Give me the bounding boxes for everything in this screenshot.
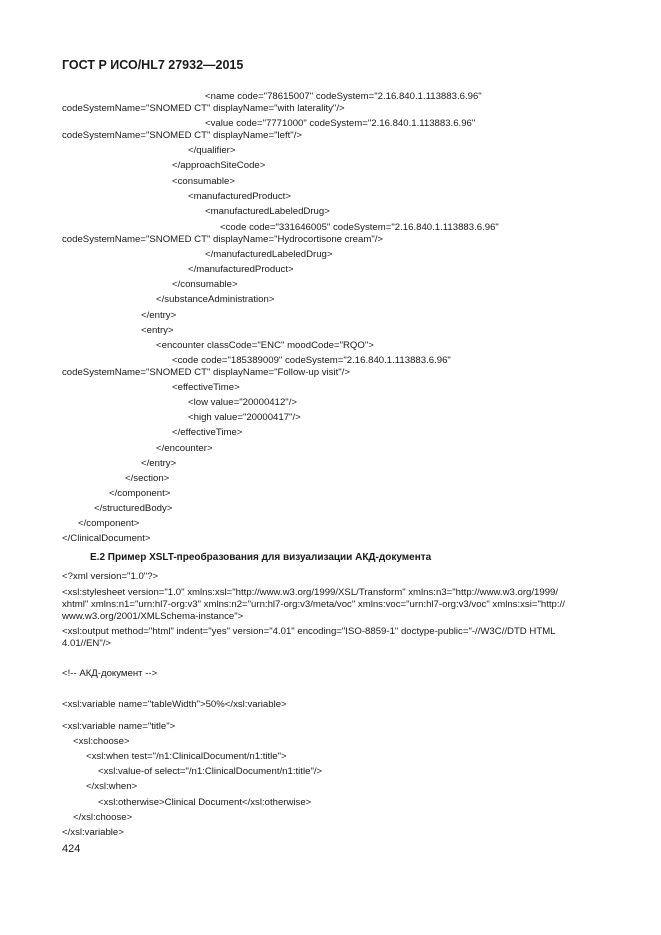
code-line: </effectiveTime>	[172, 427, 243, 438]
code-line: <name code="78615007" codeSystem="2.16.840.1.113883.6.96"	[205, 91, 482, 102]
code-line: codeSystemName="SNOMED CT" displayName="Follow-up visit"/>	[62, 367, 350, 378]
code-line: codeSystemName="SNOMED CT" displayName="with laterality"/>	[62, 103, 345, 114]
code-line: <!-- АКД-документ -->	[62, 668, 158, 679]
code-line: <xsl:when test="/n1:ClinicalDocument/n1:title">	[86, 751, 287, 762]
code-line: </qualifier>	[188, 145, 236, 156]
code-line: <?xml version="1.0"?>	[62, 571, 159, 582]
code-line: <encounter classCode="ENC" moodCode="RQO">	[156, 340, 374, 351]
code-line: codeSystemName="SNOMED CT" displayName="Hydrocortisone cream"/>	[62, 234, 383, 245]
code-line: <xsl:variable name="title">	[62, 721, 176, 732]
code-line: <manufacturedLabeledDrug>	[205, 206, 330, 217]
code-line: <value code="7771000" codeSystem="2.16.840.1.113883.6.96"	[205, 118, 476, 129]
page-number: 424	[62, 843, 81, 855]
code-line: <xsl:stylesheet version="1.0" xmlns:xsl="http://www.w3.org/1999/XSL/Transform" xmlns:n3="http://www.w3.org/1999/	[62, 587, 559, 598]
section-heading: E.2 Пример XSLT-преобразования для визуализации АКД-документа	[90, 552, 432, 563]
code-line: <consumable>	[172, 176, 235, 187]
code-line: <xsl:variable name="tableWidth">50%</xsl:variable>	[62, 699, 287, 710]
code-line: </xsl:when>	[86, 781, 138, 792]
code-line: </manufacturedLabeledDrug>	[205, 249, 333, 260]
code-line: 4.01//EN"/>	[62, 638, 112, 649]
code-line: <code code="331646005" codeSystem="2.16.840.1.113883.6.96"	[220, 222, 499, 233]
code-line: </substanceAdministration>	[156, 294, 275, 305]
code-line: </encounter>	[156, 443, 213, 454]
code-line: <xsl:choose>	[73, 736, 130, 747]
code-line: <code code="185389009" codeSystem="2.16.840.1.113883.6.96"	[172, 355, 451, 366]
code-line: <xsl:value-of select="/n1:ClinicalDocument/n1:title"/>	[98, 766, 323, 777]
code-line: <xsl:output method="html" indent="yes" version="4.01" encoding="ISO-8859-1" doctype-public="-//W3C//DTD HTML	[62, 626, 556, 637]
code-line: <effectiveTime>	[172, 382, 240, 393]
code-line: </xsl:variable>	[62, 827, 124, 838]
code-line: xhtml" xmlns:n1="urn:hl7-org:v3" xmlns:n2="urn:hl7-org:v3/meta/voc" xmlns:voc="urn:hl7-org:v3/voc" xmlns:xsi="http://	[62, 599, 565, 610]
code-line: </ClinicalDocument>	[62, 533, 151, 544]
code-line: <low value="20000412"/>	[188, 397, 297, 408]
code-line: codeSystemName="SNOMED CT" displayName="left"/>	[62, 130, 302, 141]
code-line: </component>	[78, 518, 140, 529]
document-header: ГОСТ Р ИСО/HL7 27932—2015	[62, 58, 244, 72]
code-line: <entry>	[141, 325, 174, 336]
code-line: </consumable>	[172, 279, 238, 290]
code-line: <xsl:otherwise>Clinical Document</xsl:otherwise>	[98, 797, 312, 808]
code-line: </component>	[109, 488, 171, 499]
code-line: </structuredBody>	[94, 503, 173, 514]
code-line: www.w3.org/2001/XMLSchema-instance">	[62, 611, 244, 622]
code-line: <high value="20000417"/>	[188, 412, 301, 423]
code-line: </entry>	[141, 310, 177, 321]
code-line: </xsl:choose>	[73, 812, 133, 823]
code-line: </approachSiteCode>	[172, 160, 266, 171]
code-line: </manufacturedProduct>	[188, 264, 294, 275]
code-line: </section>	[125, 473, 170, 484]
code-line: </entry>	[141, 458, 177, 469]
code-line: <manufacturedProduct>	[188, 191, 291, 202]
